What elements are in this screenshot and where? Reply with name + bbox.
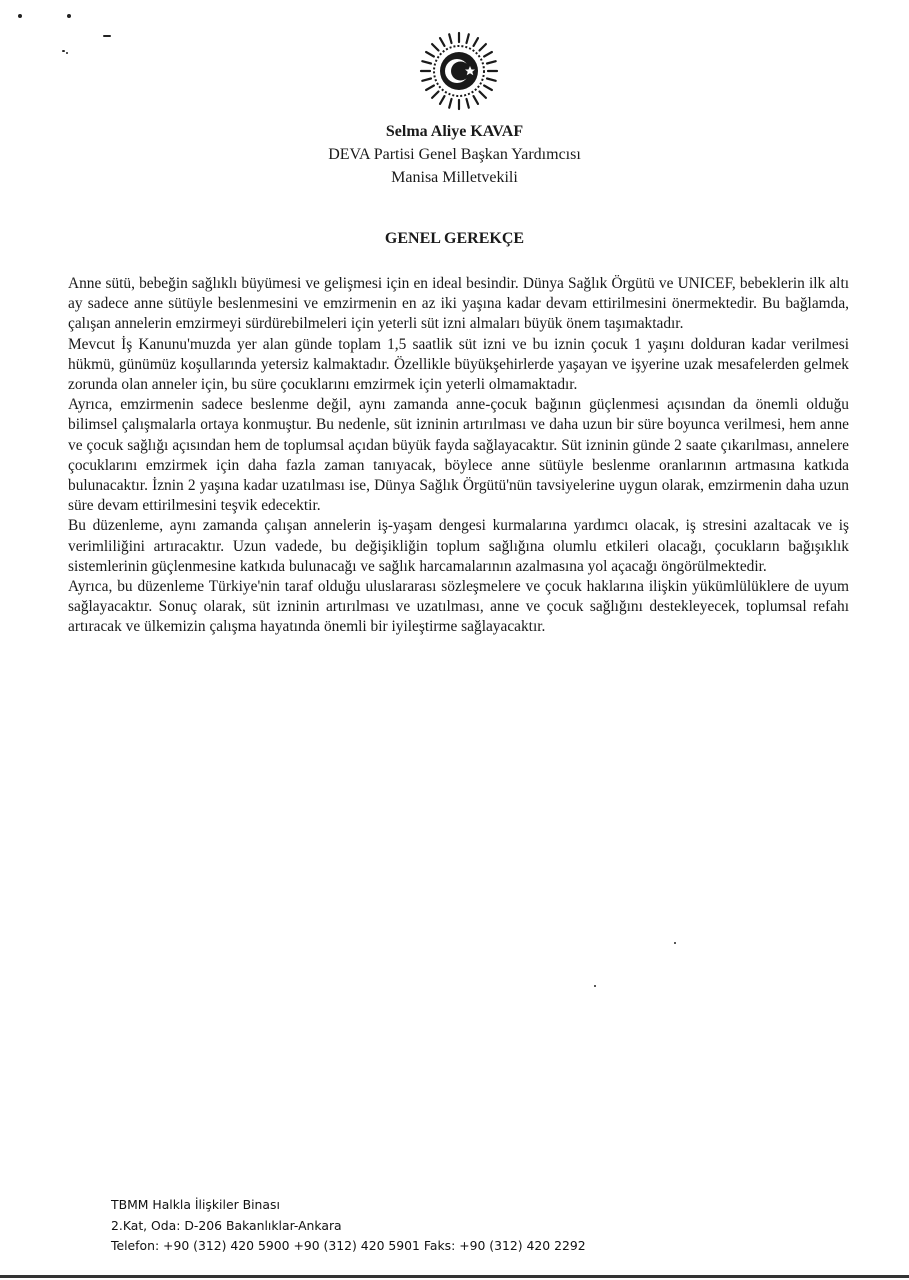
body-paragraph: Mevcut İş Kanunu'muzda yer alan günde toplam 1,5 saatlik süt izni ve bu iznin çocuk 1 yaşını dolduran kadar verilmesi hükmü, günümüz koşullarında yetersiz kalmaktadır. Özellikle büyükşehirlerde yaşayan ve işyerine uzak mesafelerden gelmek zorunda olan anneler için, bu süre çocuklarını emzirmek için yeterli olmamaktadır. [68,335,849,394]
scan-speck [18,14,22,18]
body-paragraph: Bu düzenleme, aynı zamanda çalışan annelerin iş-yaşam dengesi kurmalarına yardımcı olacak, iş stresini azaltacak ve iş verimliliğini artıracaktır. Uzun vadede, bu değişikliğin toplum sağlığına olumlu etkileri olacağı, çocukların bağışıklık sistemlerinin güçlenmesine katkıda bulunacağı ve sağlık harcamalarının azalmasına yol açacağı öngörülmektedir. [68,517,849,575]
body-paragraph: Anne sütü, bebeğin sağlıklı büyümesi ve gelişmesi için en ideal besindir. Dünya Sağlık Örgütü ve UNICEF, bebeklerin ilk altı ay sadece anne sütüyle beslenmesini ve emzirmenin en az iki yaşına kadar devam ettirilmesini önermektedir. Bu bağlamda, çalışan annelerin emzirmeyi sürdürebilmeleri için yeterli süt izni almaları büyük önem taşımaktadır. [68,275,849,333]
scan-speck [594,985,596,987]
tbmm-emblem-icon [418,30,500,112]
body-paragraph: Ayrıca, emzirmenin sadece beslenme değil, aynı zamanda anne-çocuk bağının güçlenmesi açısından da önemli olduğu bilimsel çalışmalarla ortaya konmuştur. Bu nedenle, süt izninin artırılması ve daha uzun bir süre boyunca verilmesi, hem anne ve çocuk sağlığı açısından hem de toplumsal açıdan büyük fayda sağlayacaktır. Süt izninin günde 2 saate çıkarılması, annelere çocuklarını emzirmek için daha fazla zaman tanıyacak, böylece anne sütüyle beslenme oranlarının artmasına katkıda bulunacaktır. İznin 2 yaşına kadar uzatılması ise, Dünya Sağlık Örgütü'nün tavsiyelerine uygun olarak, emzirmenin daha uzun süre devam ettirilmesini teşvik edecektir. [68,396,849,515]
scan-speck [67,14,71,18]
footer-building: TBMM Halkla İlişkiler Binası [111,1197,280,1212]
member-name: Selma Aliye KAVAF [385,123,524,140]
member-position: DEVA Partisi Genel Başkan Yardımcısı [328,146,581,163]
document-title: GENEL GEREKÇE [384,230,525,247]
footer-office: 2.Kat, Oda: D-206 Bakanlıklar-Ankara [111,1217,342,1233]
page-bottom-border [0,1275,909,1278]
scan-speck [103,35,111,37]
body-paragraph: Ayrıca, bu düzenleme Türkiye'nin taraf olduğu uluslararası sözleşmelere ve çocuk haklarına ilişkin yükümlülüklere de uyum sağlayacaktır. Sonuç olarak, süt izninin artırılması ve uzatılması, anne ve çocuk sağlığını destekleyecek, toplumsal refahı artıracak ve ülkemizin çalışma hayatında önemli bir iyileştirme sağlayacaktır. [68,578,849,636]
document-body [68,274,849,638]
scan-speck [62,50,65,52]
member-constituency: Manisa Milletvekili [391,169,518,186]
scan-speck [66,52,68,54]
member-header [0,120,909,189]
address-footer [111,1195,586,1257]
scan-speck [674,942,676,944]
footer-contact: Telefon: +90 (312) 420 5900 +90 (312) 420 5901 Faks: +90 (312) 420 2292 [111,1238,586,1253]
